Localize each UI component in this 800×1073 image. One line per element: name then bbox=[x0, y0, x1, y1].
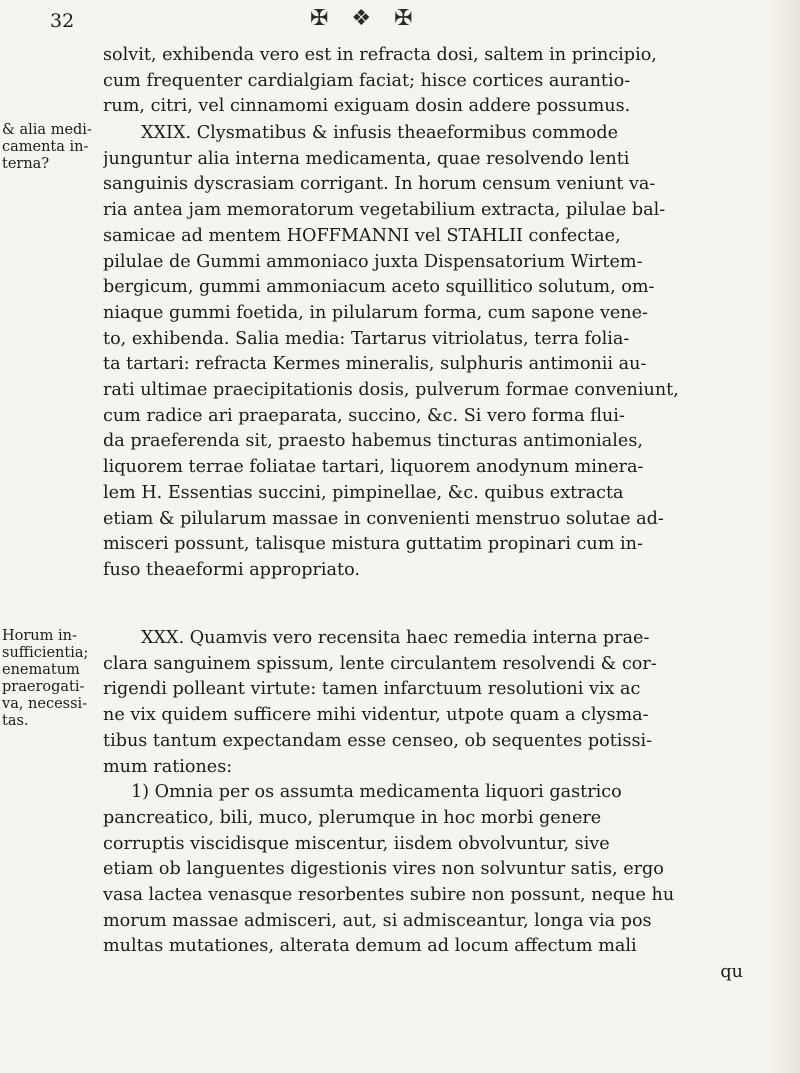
text-line: clara sanguinem spissum, lente circulantem resolvendi & cor- bbox=[103, 653, 657, 674]
margin-note-line: va, necessi- bbox=[2, 696, 88, 712]
text-line: ria antea jam memoratorum vegetabilium extracta, pilulae bal- bbox=[103, 200, 666, 221]
text-line: solvit, exhibenda vero est in refracta dosi, saltem in principio, bbox=[103, 45, 657, 65]
text-line: da praeferenda sit, praesto habemus tincturas antimoniales, bbox=[103, 431, 643, 452]
text-line: bergicum, gummi ammoniacum aceto squillitico solutum, om- bbox=[103, 277, 655, 298]
text-line: 1) Omnia per os assumta medicamenta liquori gastrico bbox=[131, 782, 622, 803]
text-line: misceri possunt, talisque mistura guttatim propinari cum in- bbox=[103, 534, 643, 555]
page-number: 32 bbox=[50, 10, 75, 32]
catchword: qu bbox=[720, 962, 743, 983]
margin-note-line: & alia medi- bbox=[2, 122, 92, 138]
text-line: ta tartari: refracta Kermes mineralis, sulphuris antimonii au- bbox=[103, 354, 647, 375]
text-line: lem H. Essentias succini, pimpinellae, &c. quibus extracta bbox=[103, 482, 624, 503]
section-heading-line: XXIX. Clysmatibus & infusis theaeformibus commode bbox=[141, 123, 619, 143]
text-line: liquorem terrae foliatae tartari, liquorem anodynum minera- bbox=[103, 457, 644, 478]
text-line: junguntur alia interna medicamenta, quae resolvendo lenti bbox=[103, 148, 630, 169]
text-line: vasa lactea venasque resorbentes subire non possunt, neque hu bbox=[103, 885, 675, 906]
text-line: ne vix quidem sufficere mihi videntur, utpote quam a clysma- bbox=[103, 705, 649, 726]
text-line: rigendi polleant virtute: tamen infarctuum resolutioni vix ac bbox=[103, 679, 641, 700]
text-line: etiam & pilularum massae in convenienti menstruo solutae ad- bbox=[103, 508, 664, 529]
page-edge-shadow bbox=[770, 0, 800, 1073]
text-line: pancreatico, bili, muco, plerumque in hoc morbi genere bbox=[103, 807, 602, 828]
margin-note-section-30 bbox=[2, 628, 100, 730]
text-line: sanguinis dyscrasiam corrigant. In horum censum veniunt va- bbox=[103, 174, 656, 195]
margin-note-line: tas. bbox=[2, 713, 29, 729]
margin-note-line: Horum in- bbox=[2, 628, 77, 644]
margin-note-section-29 bbox=[2, 122, 100, 173]
text-line: morum massae admisceri, aut, si admisceantur, longa via pos bbox=[103, 910, 652, 931]
text-line: niaque gummi foetida, in pilularum forma, cum sapone vene- bbox=[103, 302, 648, 323]
text-line: cum radice ari praeparata, succino, &c. Si vero forma flui- bbox=[103, 405, 625, 426]
text-line: to, exhibenda. Salia media: Tartarus vitriolatus, terra folia- bbox=[103, 328, 630, 349]
text-line: multas mutationes, alterata demum ad locum affectum mali bbox=[103, 936, 637, 957]
text-line: mum rationes: bbox=[103, 756, 233, 777]
margin-note-line: sufficientia; bbox=[2, 645, 89, 661]
margin-note-line: enematum bbox=[2, 662, 80, 678]
text-line: cum frequenter cardialgiam faciat; hisce cortices aurantio- bbox=[103, 70, 631, 91]
section-heading-line: XXX. Quamvis vero recensita haec remedia interna prae- bbox=[141, 628, 650, 648]
text-line: etiam ob languentes digestionis vires non solvuntur satis, ergo bbox=[103, 859, 664, 880]
margin-note-line: camenta in- bbox=[2, 139, 89, 155]
paragraph-section-30 bbox=[103, 626, 763, 986]
text-line: rati ultimae praecipitationis dosis, pulverum formae conveniunt, bbox=[103, 380, 679, 401]
text-line: samicae ad mentem HOFFMANNI vel STAHLII confectae, bbox=[103, 225, 621, 246]
paragraph-continuation bbox=[103, 43, 763, 120]
margin-note-line: praerogati- bbox=[2, 679, 85, 695]
header-ornament: ✠ ❖ ✠ bbox=[310, 6, 421, 31]
text-line: tibus tantum expectandam esse censeo, ob sequentes potissi- bbox=[103, 730, 653, 751]
text-line: fuso theaeformi appropriato. bbox=[103, 559, 360, 580]
margin-note-line: terna? bbox=[2, 156, 50, 172]
text-line: pilulae de Gummi ammoniaco juxta Dispensatorium Wirtem- bbox=[103, 251, 643, 272]
text-line: corruptis viscidisque miscentur, iisdem obvolvuntur, sive bbox=[103, 833, 610, 854]
text-line: rum, citri, vel cinnamomi exiguam dosin addere possumus. bbox=[103, 96, 631, 117]
paragraph-section-29 bbox=[103, 121, 763, 584]
